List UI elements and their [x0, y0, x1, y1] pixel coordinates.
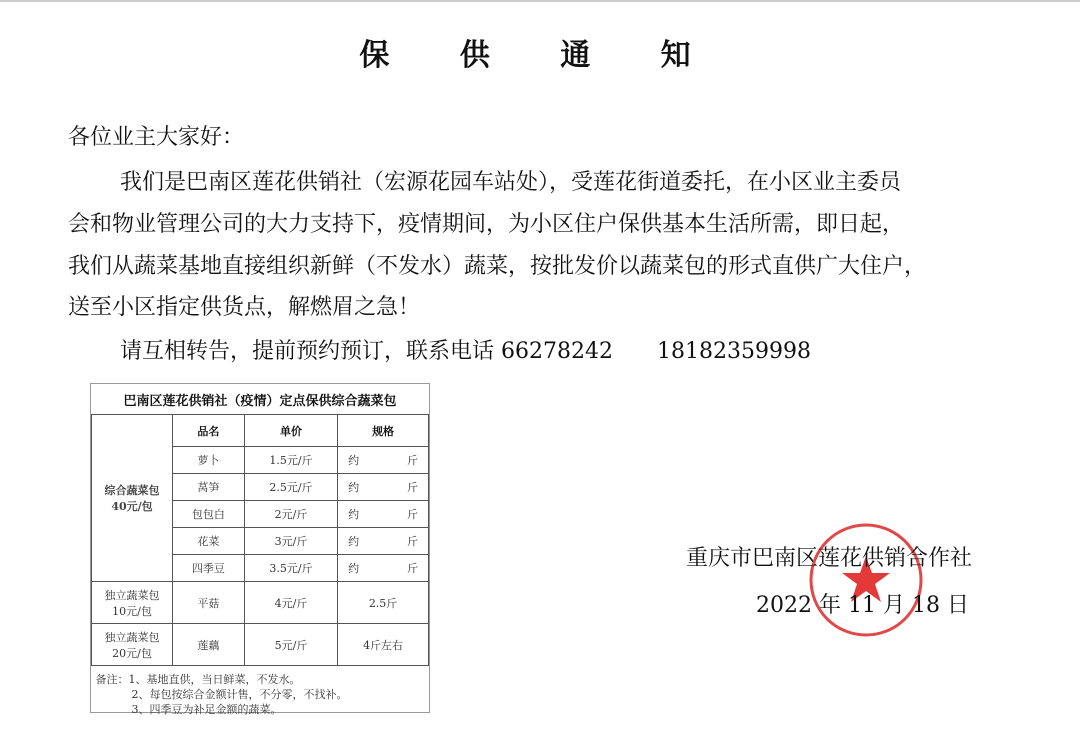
item-price: 5元/斤: [244, 624, 337, 666]
contact-line: 请互相转告，提前预约预订，联系电话 66278242 18182359998: [120, 339, 811, 364]
group-price: 10元/包: [112, 604, 152, 618]
note: 3、四季豆为补足金额的蔬菜。: [131, 702, 282, 716]
item-price: 3元/斤: [244, 528, 337, 555]
table-row: [92, 624, 429, 666]
date: 2022 年 11 月 18 日: [756, 593, 969, 618]
item-name: 包包白: [173, 501, 245, 528]
body-line: 送至小区指定供货点，解燃眉之急！: [68, 295, 421, 320]
top-border: [0, 0, 1080, 2]
spec-about: 约: [348, 481, 360, 494]
item-name: 莴笋: [173, 474, 245, 501]
greeting: 各位业主大家好：: [68, 125, 245, 150]
table-notes: [92, 666, 429, 723]
item-name: 萝卜: [173, 447, 245, 474]
header-name: 品名: [173, 415, 245, 447]
note: 2、每包按综合金额计售，不分零，不找补。: [131, 687, 348, 701]
table-title: 巴南区莲花供销社（疫情）定点保供综合蔬菜包: [92, 384, 429, 415]
official-seal: [808, 522, 924, 638]
spec-about: 约: [348, 535, 360, 548]
group-name: 独立蔬菜包: [104, 588, 160, 602]
group-name: 独立蔬菜包: [104, 630, 160, 644]
spec-unit: 斤: [407, 562, 418, 575]
item-spec: 2.5斤: [338, 582, 429, 624]
header-price: 单价: [244, 415, 337, 447]
item-price: 3.5元/斤: [244, 555, 337, 582]
spec-about: 约: [348, 508, 360, 521]
item-name: 四季豆: [173, 555, 245, 582]
item-spec: 4斤左右: [338, 624, 429, 666]
body-line: 我们从蔬菜基地直接组织新鲜（不发水）蔬菜，按批发价以蔬菜包的形式直供广大住户，: [68, 254, 927, 279]
item-price: 2元/斤: [244, 501, 337, 528]
item-price: 2.5元/斤: [244, 474, 337, 501]
note: 备注：1、基地直供，当日鲜菜，不发水。: [95, 672, 301, 686]
group-name: 综合蔬菜包: [104, 484, 160, 497]
item-price: 4元/斤: [244, 582, 337, 624]
group-price: 40元/包: [111, 500, 153, 513]
table-row: [92, 582, 429, 624]
group-cell: [92, 415, 173, 582]
spec-unit: 斤: [407, 454, 418, 467]
header-spec: 规格: [338, 415, 429, 447]
item-name: 莲藕: [173, 624, 245, 666]
item-name: 花菜: [173, 528, 245, 555]
spec-about: 约: [348, 562, 360, 575]
spec-unit: 斤: [407, 481, 418, 494]
item-price: 1.5元/斤: [244, 447, 337, 474]
spec-unit: 斤: [407, 508, 418, 521]
spec-about: 约: [348, 454, 360, 467]
body-line: 我们是巴南区莲花供销社（宏源花园车站处），受莲花街道委托，在小区业主委员: [120, 170, 902, 195]
signature: 重庆市巴南区莲花供销合作社: [686, 546, 973, 571]
vegetable-package-table: [90, 383, 430, 716]
group-price: 20元/包: [112, 646, 152, 660]
page-title: 保 供 通 知: [359, 38, 721, 73]
item-name: 平菇: [173, 582, 245, 624]
seal-graphic: [808, 522, 924, 638]
body-line: 会和物业管理公司的大力支持下，疫情期间，为小区住户保供基本生活所需，即日起，: [68, 212, 905, 237]
spec-unit: 斤: [407, 535, 418, 548]
